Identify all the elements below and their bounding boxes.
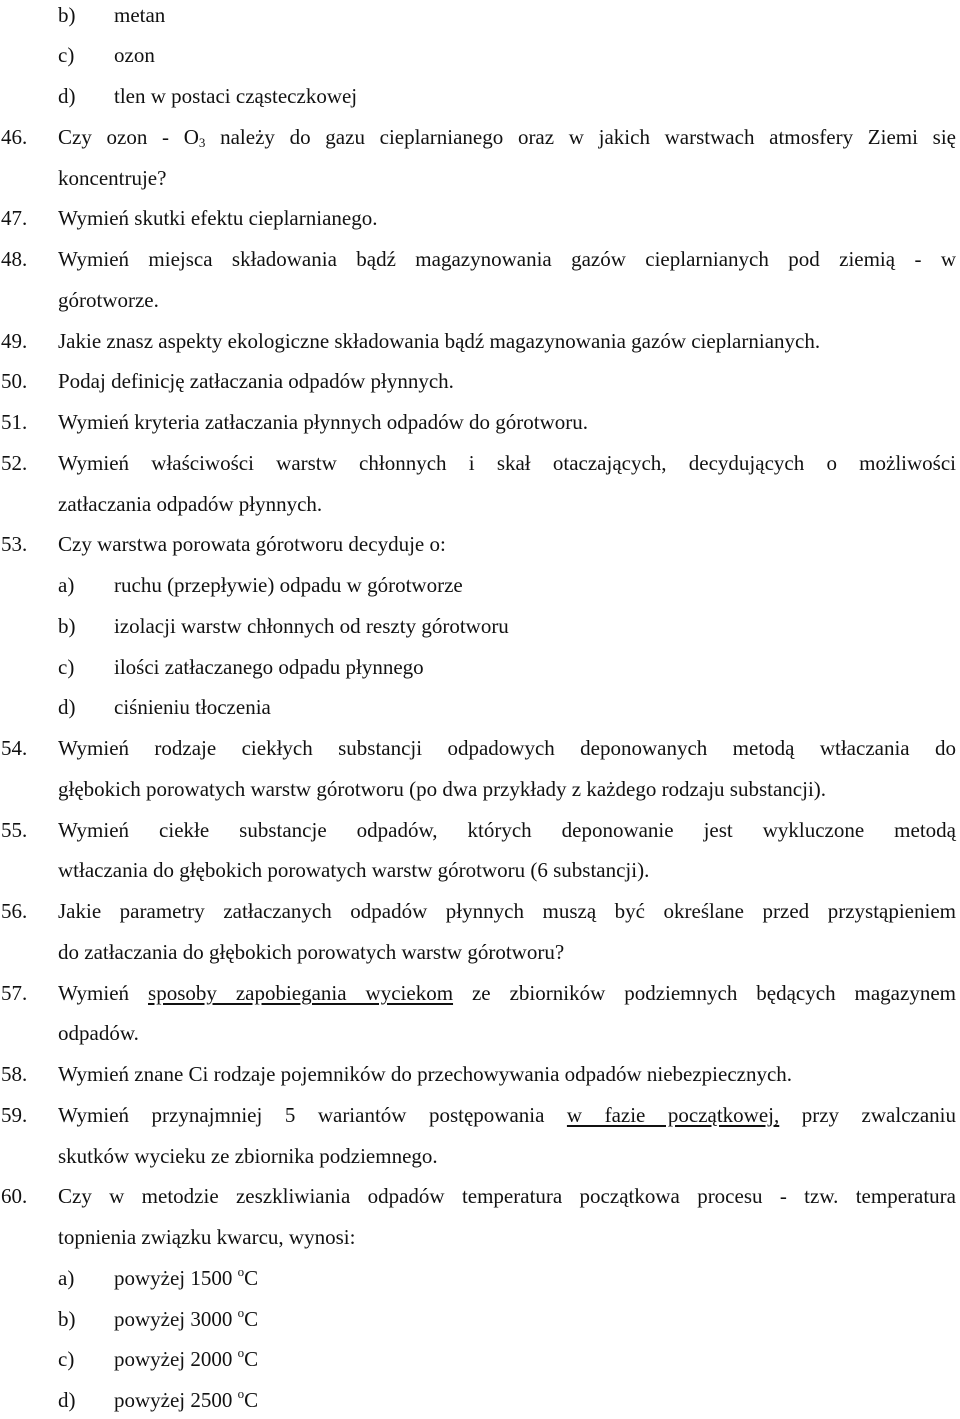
- degree-superscript: o: [237, 1305, 245, 1320]
- question-text: Wymień ciekłe substancje odpadów, których deponowanie jest wykluczone metodą: [58, 818, 956, 842]
- question-54: [0, 733, 960, 763]
- question-53-option-a: [0, 570, 960, 600]
- question-48-continued: [0, 285, 960, 315]
- question-number: 47.: [1, 206, 28, 230]
- question-number: 57.: [1, 981, 28, 1005]
- question-text: koncentruje?: [58, 166, 167, 190]
- option-letter: c): [58, 655, 75, 679]
- question-text: Jakie parametry zatłaczanych odpadów płynnych muszą być określane przed przystąpieniem: [58, 899, 956, 923]
- question-number: 48.: [1, 247, 28, 271]
- question-53-option-d: [0, 692, 960, 722]
- option-letter: d): [58, 84, 76, 108]
- question-text: Wymień właściwości warstw chłonnych i skał otaczających, decydujących o możliwości: [58, 451, 956, 475]
- question-number: 59.: [1, 1103, 28, 1127]
- question-text: Wymień przynajmniej 5 wariantów postępowania w fazie początkowej, przy zwalczaniu: [58, 1103, 956, 1127]
- question-53-option-b: [0, 611, 960, 641]
- question-text: Wymień kryteria zatłaczania płynnych odpadów do górotworu.: [58, 410, 588, 434]
- option-letter: b): [58, 3, 76, 27]
- question-text: górotworze.: [58, 288, 159, 312]
- question-49: [0, 326, 960, 356]
- question-58: [0, 1059, 960, 1089]
- question-text: wtłaczania do głębokich porowatych warstw górotworu (6 substancji).: [58, 858, 650, 882]
- option-text: ruchu (przepływie) odpadu w górotworze: [114, 573, 463, 597]
- question-60-option-a: [0, 1263, 960, 1293]
- question-59-continued: [0, 1141, 960, 1171]
- question-59: [0, 1100, 960, 1130]
- question-text: odpadów.: [58, 1021, 139, 1045]
- option-text: metan: [114, 3, 166, 27]
- question-60-continued: [0, 1222, 960, 1252]
- question-number: 46.: [1, 125, 28, 149]
- question-56: [0, 896, 960, 926]
- question-number: 56.: [1, 899, 28, 923]
- question-text: Wymień rodzaje ciekłych substancji odpadowych deponowanych metodą wtłaczania do: [58, 736, 956, 760]
- option-text: powyżej 1500 $^o$C: [114, 1264, 259, 1290]
- question-55: [0, 815, 960, 845]
- degree-superscript: o: [237, 1386, 245, 1401]
- option-text: tlen w postaci cząsteczkowej: [114, 84, 358, 108]
- option-text: ozon: [114, 43, 155, 67]
- question-number: 51.: [1, 410, 28, 434]
- option-c-ozon: [0, 40, 960, 70]
- option-text: ciśnieniu tłoczenia: [114, 695, 271, 719]
- question-56-continued: [0, 937, 960, 967]
- question-text: Wymień miejsca składowania bądź magazynowania gazów cieplarnianych pod ziemią - w: [58, 247, 956, 271]
- question-text: Podaj definicję zatłaczania odpadów płynnych.: [58, 369, 454, 393]
- question-54-continued: [0, 774, 960, 804]
- question-60-option-b: [0, 1304, 960, 1334]
- question-55-continued: [0, 855, 960, 885]
- option-letter: a): [58, 573, 75, 597]
- question-number: 49.: [1, 329, 28, 353]
- option-text: izolacji warstw chłonnych od reszty górotworu: [114, 614, 509, 638]
- question-number: 52.: [1, 451, 28, 475]
- option-d-tlen: [0, 81, 960, 111]
- question-53-option-c: [0, 652, 960, 682]
- option-b-metan: [0, 0, 960, 30]
- question-number: 50.: [1, 369, 28, 393]
- question-text: głębokich porowatych warstw górotworu (po dwa przykłady z każdego rodzaju substancji).: [58, 777, 827, 801]
- option-letter: b): [58, 614, 76, 638]
- question-text: Czy w metodzie zeszkliwiania odpadów temperatura początkowa procesu - tzw. temperatura: [58, 1184, 956, 1208]
- question-48: [0, 244, 960, 274]
- question-60-option-d: [0, 1385, 960, 1415]
- option-text: powyżej 3000 $^o$C: [114, 1305, 259, 1331]
- question-number: 54.: [1, 736, 28, 760]
- question-text: Wymień skutki efektu cieplarnianego.: [58, 206, 378, 230]
- degree-superscript: o: [237, 1345, 245, 1360]
- question-60: [0, 1181, 960, 1211]
- underlined-phrase: w fazie początkowej,: [566, 1103, 780, 1127]
- question-number: 58.: [1, 1062, 28, 1086]
- question-46-continued: [0, 163, 960, 193]
- question-52: [0, 448, 960, 478]
- question-text: Wymień sposoby zapobiegania wyciekom ze zbiorników podziemnych będących magazynem: [58, 981, 956, 1005]
- option-text: ilości zatłaczanego odpadu płynnego: [114, 655, 424, 679]
- question-number: 55.: [1, 818, 28, 842]
- question-number: 60.: [1, 1184, 28, 1208]
- question-text: do zatłaczania do głębokich porowatych warstw górotworu?: [58, 940, 565, 964]
- question-text: topnienia związku kwarcu, wynosi:: [58, 1225, 356, 1249]
- option-letter: d): [58, 695, 76, 719]
- question-50: [0, 366, 960, 396]
- degree-superscript: o: [237, 1264, 245, 1279]
- question-53: [0, 529, 960, 559]
- underlined-phrase: sposoby zapobiegania wyciekom: [148, 981, 454, 1005]
- question-text: Jakie znasz aspekty ekologiczne składowania bądź magazynowania gazów cieplarnianych.: [58, 329, 821, 353]
- option-text: powyżej 2500 $^o$C: [114, 1386, 259, 1412]
- question-46: [0, 122, 960, 152]
- question-text: Czy ozon - $O_3$ należy do gazu cieplarnianego oraz w jakich warstwach atmosfery Ziemi się: [58, 125, 956, 150]
- question-47: [0, 203, 960, 233]
- question-number: 53.: [1, 532, 28, 556]
- option-letter: b): [58, 1307, 76, 1331]
- question-60-option-c: [0, 1344, 960, 1374]
- question-57-continued: [0, 1018, 960, 1048]
- option-letter: c): [58, 1347, 75, 1371]
- question-51: [0, 407, 960, 437]
- option-text: powyżej 2000 $^o$C: [114, 1345, 259, 1371]
- question-text: skutków wycieku ze zbiornika podziemnego.: [58, 1144, 438, 1168]
- option-letter: c): [58, 43, 75, 67]
- subscript: 3: [198, 135, 206, 150]
- question-text: Czy warstwa porowata górotworu decyduje o:: [58, 532, 446, 556]
- question-57: [0, 978, 960, 1008]
- option-letter: a): [58, 1266, 75, 1290]
- question-text: Wymień znane Ci rodzaje pojemników do przechowywania odpadów niebezpiecznych.: [58, 1062, 793, 1086]
- question-52-continued: [0, 489, 960, 519]
- question-text: zatłaczania odpadów płynnych.: [58, 492, 323, 516]
- option-letter: d): [58, 1388, 76, 1412]
